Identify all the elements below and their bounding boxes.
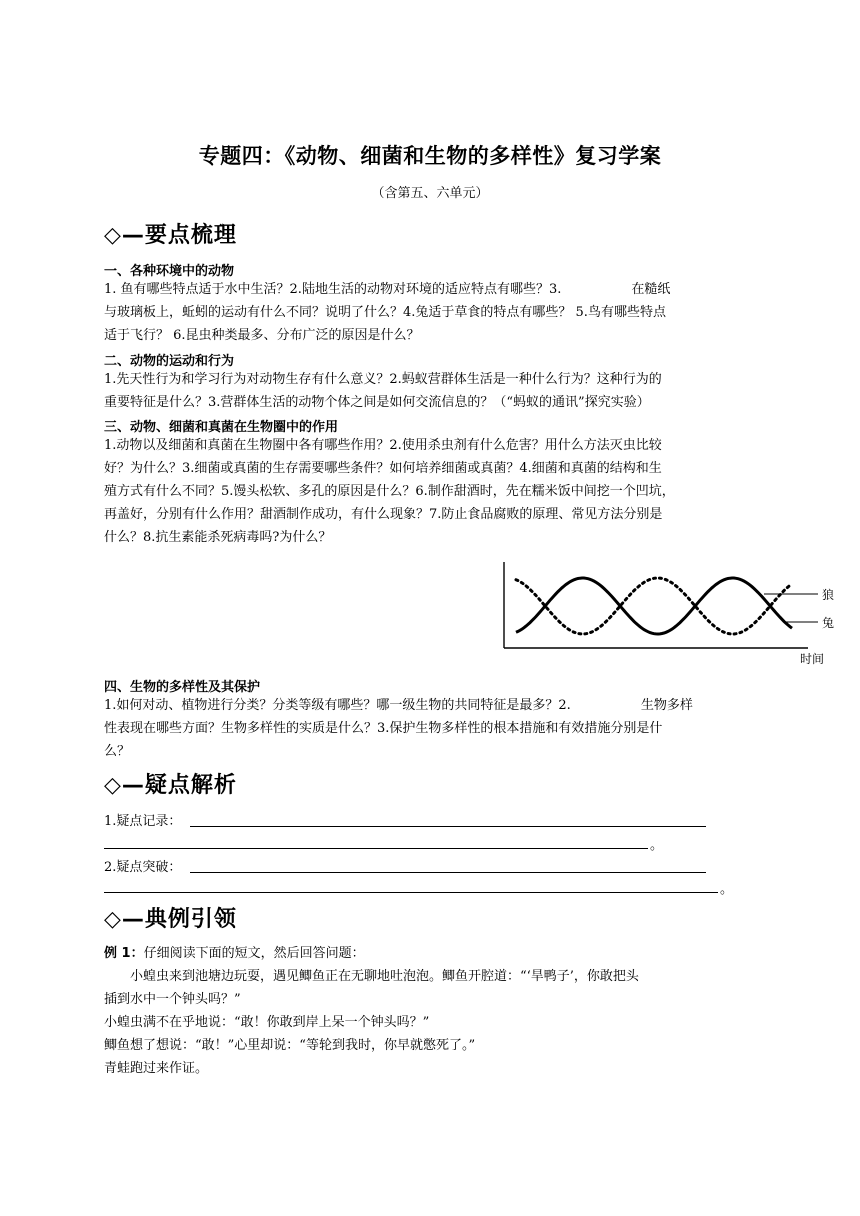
section-banner-examples: ◇—典例引领 [104,907,237,932]
page-subtitle: （含第五、六单元） [371,186,489,201]
point-text-3: 1.动物以及细菌和真菌在生物圈中各有哪些作用？2.使用杀虫剂有什么危害？用什么方法灭虫比较 好？为什么？3.细菌或真菌的生存需要哪些条件？如何培养细菌或真菌？4.细菌和真菌的结构和生 殖方式有什么不同？5.馒头松软、多孔的原因是什么？6.制作甜酒时，先在糯米饭中间挖一个凹坑， 再盖好，分别有什么作用？甜酒制作成功，有什么现象？7.防止食品腐败的原理、常见方法分别是 什么？8.抗生素能杀死病毒吗?为什么？ [104,438,675,545]
page-title: 专题四：《动物、细菌和生物的多样性》复习学案 [198,144,662,168]
x-axis-label: 时间 [800,652,825,666]
doubt-record-label: 1.疑点记录： [104,814,182,829]
point-text-2: 1.先天性行为和学习行为对动物生存有什么意义？2.蚂蚁营群体生活是一种什么行为？这种行为的 重要特征是什么？3.营群体生活的动物个体之间是如何交流信息的？（“蚂蚁的通讯”探究实验） [104,372,662,410]
point-heading-1: 一、各种环境中的动物 [104,264,235,279]
point-heading-3: 三、动物、细菌和真菌在生物圈中的作用 [104,420,339,435]
point-heading-2: 二、动物的运动和行为 [104,354,235,369]
doubt-breakthrough-line-1[interactable] [190,872,706,873]
doubt-record-end: 。 [650,838,664,853]
legend-label-wolf: 狼 [822,588,835,602]
point-heading-4: 四、生物的多样性及其保护 [104,680,261,695]
example-line: 小蝗虫满不在乎地说：“敢！你敢到岸上呆一个钟头吗？” [104,1015,430,1030]
legend-label-rabbit: 兔 [822,616,835,630]
section-banner-key-points: ◇—要点梳理 [104,223,237,248]
doubt-breakthrough-end: 。 [720,882,734,897]
example-1 [104,942,756,1080]
example-intro: 仔细阅读下面的短文，然后回答问题： [143,946,365,961]
example-label: 例 1： [104,946,144,961]
point-text-4: 1.如何对动、植物进行分类？分类等级有哪些？哪一级生物的共同特征是最多？2. 生物多样 性表现在哪些方面？生物多样性的实质是什么？3.保护生物多样性的根本措施和有效措施分别是什 么？ [104,698,693,759]
doubt-record-line-1[interactable] [190,826,706,827]
doubt-breakthrough-line-2[interactable] [104,892,718,893]
point-text-1: 1. 鱼有哪些特点适于水中生活？2.陆地生活的动物对环境的适应特点有哪些？3. 在糙纸 与玻璃板上，蚯蚓的运动有什么不同？说明了什么？4.兔适于草食的特点有哪些？ 5.鸟有哪些特点 适于飞行？ 6.昆虫种类最多、分布广泛的原因是什么？ [104,282,671,343]
example-line: 青蛙跑过来作证。 [104,1061,209,1076]
doubt-record-line-2[interactable] [104,848,648,849]
predator-prey-chart [496,556,848,668]
example-line: 鲫鱼想了想说：“敢！”心里却说：“等轮到我时，你早就憋死了。” [104,1038,476,1053]
doubt-breakthrough-label: 2.疑点突破： [104,860,182,875]
example-line: 小蝗虫来到池塘边玩耍，遇见鲫鱼正在无聊地吐泡泡。鲫鱼开腔道：“‘旱鸭子’，你敢把头 [130,969,639,984]
section-banner-doubts: ◇—疑点解析 [104,773,237,798]
example-line: 插到水中一个钟头吗？” [104,992,241,1007]
